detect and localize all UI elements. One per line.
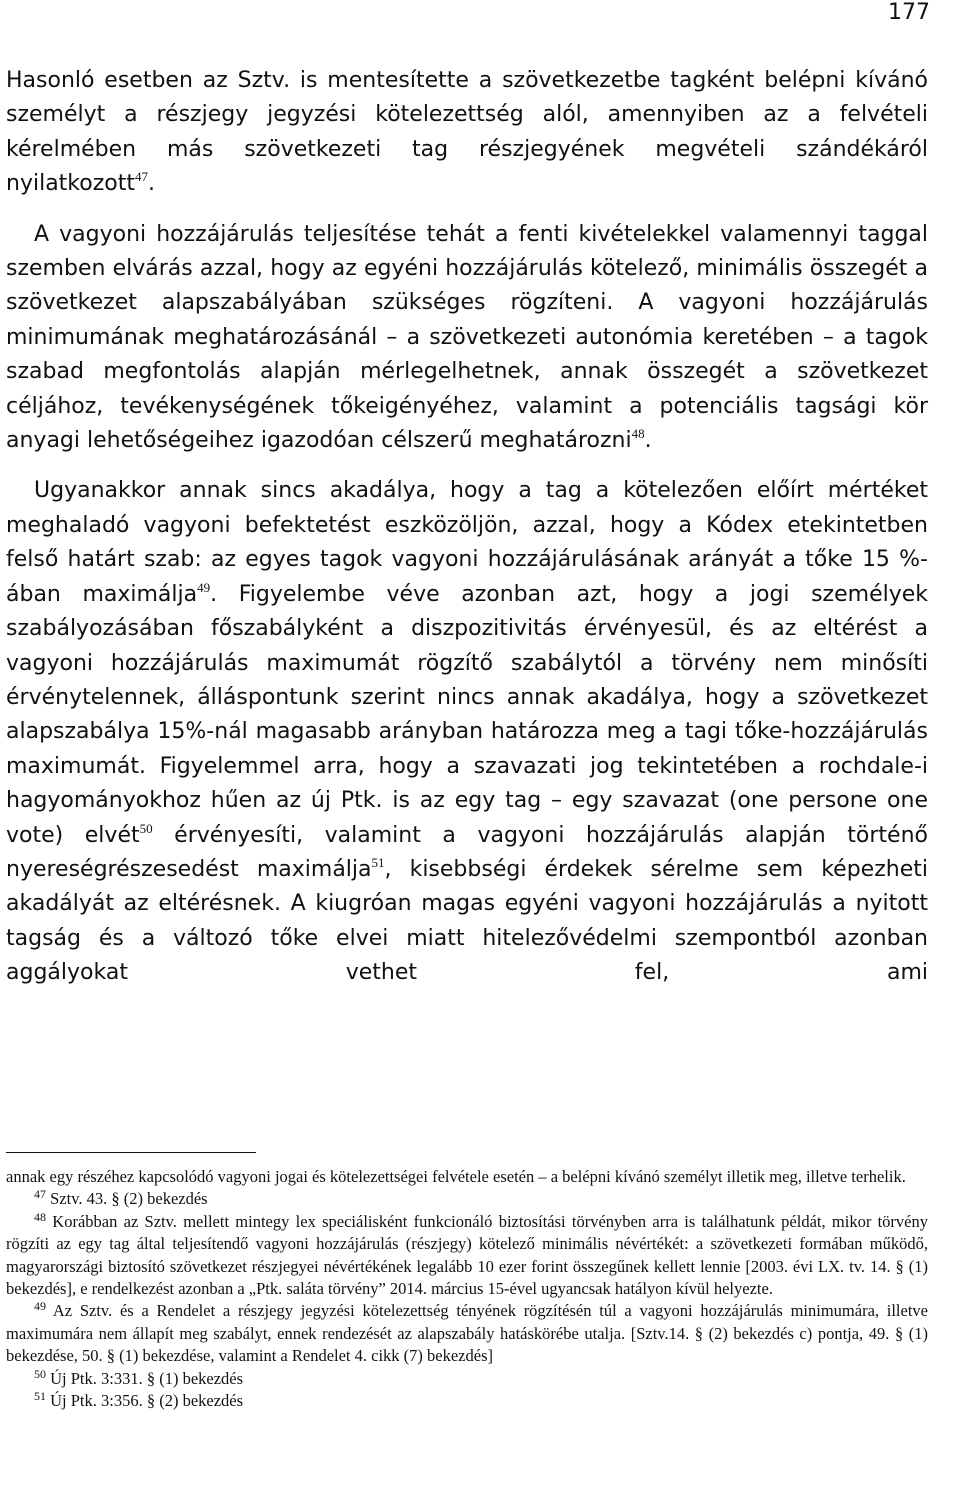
footnote-number: 51 [34,1389,46,1404]
footnote-continuation: annak egy részéhez kapcsolódó vagyoni jogai és kötelezettségei felvétele esetén – a belépni kívánó személyt illetik meg, illetve terhelik. [6,1167,906,1186]
footnote-48 [6,1211,928,1301]
footnote-ref-47[interactable]: 47 [134,169,148,185]
paragraph-1-tail: . [147,171,155,197]
footnote-ref-51[interactable]: 51 [371,854,385,870]
footnote-number: 47 [34,1187,46,1202]
footnote-text: Az Sztv. és a Rendelet a részjegy jegyzési kötelezettség tényének rögzítésén túl a vagyoni hozzájárulás minimumára, illetve maximumára nem állapít meg szabályt, ennek rendezését az alapszabály hatáskörébe utalja. [Sztv.14. § (2) bekezdés c) pontja, 49. § (1) bekezdése, 50. § (1) bekezdése, valamint a Rendelet 4. cikk (7) bekezdés] [6,1301,929,1366]
paragraph-2 [6,218,928,459]
footnote-number: 48 [34,1209,46,1224]
footnote-number: 50 [34,1366,46,1381]
footnote-text: Új Ptk. 3:331. § (1) bekezdés [50,1368,244,1388]
paragraph-3 [6,474,928,990]
footnote-ref-48[interactable]: 48 [631,426,645,442]
footnote-text: Új Ptk. 3:356. § (2) bekezdés [50,1391,244,1411]
footnote-ref-49[interactable]: 49 [197,579,211,595]
paragraph-1-text: Hasonló esetben az Sztv. is mentesítette a szövetkezetbe tagként belépni kívánó személyt a részjegy jegyzési kötelezettség alól, amennyiben az a felvételi kérelmében más szövetkezeti tag részjegyének megvételi szándékáról nyilatkozott [6,68,928,197]
footnote-number: 49 [34,1299,46,1314]
footnote-49 [6,1300,928,1367]
paragraph-3-text-2: . Figyelembe véve azonban azt, hogy a jogi személyek szabályozásában főszabályként a diszpozitivitás érvényesül, és az eltérést a vagyoni hozzájárulás maximumát rögzítő szabálytól a törvény nem minősíti érvénytelennek, álláspontunk szerint nincs annak akadálya, hogy a szövetkezet alapszabálya 15%-nál magasabb arányban határozza meg a tagi tőke-hozzájárulás maximumát. Figyelemmel arra, hogy a szavazati jog tekintetében a rochdale-i hagyományokhoz hűen az új Ptk. is az egy tag – egy szavazat (one persone one vote) elvét [6,581,929,848]
paragraph-3-text-1: Ugyanakkor annak sincs akadálya, hogy a tag a kötelezően előírt mértéket meghaladó vagyoni befektetést eszközöljön, azzal, hogy a Kódex etekintetben felső határt szab: az egyes tagok vagyoni hozzájárulásának arányát a tőke 15 %-ában maximálja [6,478,928,607]
paragraph-1 [6,64,928,202]
footnote-47 [6,1188,928,1210]
footnotes [6,1166,928,1412]
footnote-50 [6,1368,928,1390]
page-number: 177 [888,0,930,25]
paragraph-2-tail: . [644,428,652,454]
paragraph-3-text-4: , kisebbségi érdekek sérelme sem képezheti akadályát az eltérésnek. A kiugróan magas egyéni vagyoni hozzájárulás a nyitott tagság és a változó tőke elvei miatt hitelezővédelmi szempontból azonban aggályokat vethet fel, ami [6,856,928,986]
footnote-text: Korábban az Sztv. mellett mintegy lex speciálisként funkcionáló biztosítási törvényben arra is találhatunk példát, mikor törvény rögzíti az egy tag által teljesítendő vagyoni hozzájárulás (részjegy) kötelező minimális névértékét: a szövetkezeti formában működő, magyarországi biztosító szövetkezet részjegyei névértékének legalább 10 ezer forint összegűnek kellett lennie [2003. évi LX. tv. 14. § (1) bekezdés], e rendelkezést azonban a „Ptk. saláta törvény” 2014. március 15-ével ugyancsak hatályon kívül helyezte. [6,1211,928,1299]
footnote-separator [6,1152,256,1153]
main-text [6,64,928,1007]
footnote-ref-50[interactable]: 50 [139,820,153,836]
paragraph-3-text-3: érvényesíti, valamint a vagyoni hozzájárulás alapján történő nyereségrészesedést maximálja [6,822,928,882]
footnote-text: Sztv. 43. § (2) bekezdés [50,1189,208,1209]
paragraph-2-text: A vagyoni hozzájárulás teljesítése tehát a fenti kivételekkel valamennyi taggal szemben elvárás azzal, hogy az egyéni hozzájárulás kötelező, minimális összegét a szövetkezet alapszabályában szükséges rögzíteni. A vagyoni hozzájárulás minimumának meghatározásánál – a szövetkezeti autonómia keretében – a tagok szabad megfontolás alapján mérlegelhetnek, annak összegét a szövetkezet céljához, tevékenységének tőkeigényéhez, valamint a potenciális tagsági kör anyagi lehetőségeihez igazodóan célszerű meghatározni [6,221,928,454]
footnote-51 [6,1390,928,1412]
